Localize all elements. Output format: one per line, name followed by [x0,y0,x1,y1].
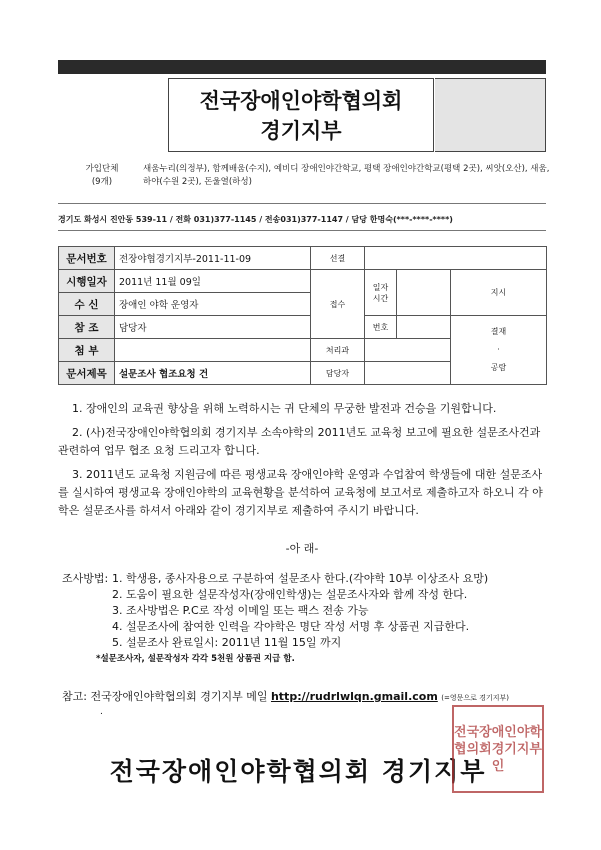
method-item-2: 2. 도움이 필요한 설문작성자(장애인학생)는 설문조사자와 함께 작성 한다. [112,588,468,601]
date-value: 2011년 11월 09일 [115,270,311,293]
paragraph-1: 1. 장애인의 교육권 향상을 위해 노력하시는 귀 단체의 무궁한 발전과 건승을 기원합니다. [72,402,497,415]
official-seal: 전국장애인야학협의회경기지부인 [452,705,544,793]
decision-text: 결재 [490,327,507,336]
processing-cell [365,339,451,362]
manager-label: 담당자 [311,362,365,385]
document-info-table [58,246,547,385]
approval-label: 선결 [311,247,365,270]
below-heading: -아 래- [285,542,319,555]
doc-no-label: 문서번호 [59,247,115,270]
reference-value: 담당자 [115,316,311,339]
reference-line [62,688,509,704]
doc-no-value: 전장야협경기지부-2011-11-09 [115,247,311,270]
method-item-5: 5. 설문조사 완료일시: 2011년 11월 15일 까지 [112,636,342,649]
approval-cell [365,247,547,270]
manager-cell [365,362,451,385]
recipient-value: 장애인 야학 운영자 [115,293,311,316]
date-time-label [365,270,397,316]
number-label: 번호 [365,316,397,339]
receipt-label: 접수 [311,270,365,339]
divider [58,230,546,231]
attachment-value [115,339,311,362]
method-label: 조사방법: [62,572,109,585]
contact-line: 경기도 화성시 진안동 539-11 / 전화 031)377-1145 / 전송031)377-1147 / 담당 한명숙(***-****-****) [58,215,453,224]
signature-title: 전국장애인야학협의회 경기지부 [109,757,487,786]
email-note: (=영문으로 경기지부) [441,694,509,702]
email-link[interactable]: http://rudrlwlqn.gmail.com [270,690,438,703]
recipient-label: 수 신 [59,293,115,316]
organization-title-box [168,78,434,152]
date-label: 시행일자 [59,270,115,293]
paragraph-2: 2. (사)전국장애인야학협의회 경기지부 소속야학의 2011년도 교육청 보고에 필요한 설문조사건과 관련하여 업무 협조 요청 드리고자 합니다. [58,426,541,457]
title-side-panel [435,78,546,152]
members-label-text: 가입단체 [85,164,119,174]
date-small-label: 일자 [372,282,389,292]
subject-label: 문서제목 [59,362,115,385]
reference-label: 참 조 [59,316,115,339]
circulation-text: 공람 [490,363,507,372]
processing-label: 처리과 [311,339,365,362]
subject-value: 설문조사 협조요청 건 [115,362,311,385]
date-time-cell [397,270,451,316]
method-item-3: 3. 조사방법은 P.C로 작성 이메일 또는 팩스 전송 가능 [112,604,369,617]
paragraph-3: 3. 2011년도 교육청 지원금에 따른 평생교육 장애인야학 운영과 수업참여 학생들에 대한 설문조사를 실시하여 평생교육 장애인야학의 교육현황을 분석하여 교육청에 보고서로 제출하고자 하오니 각 야학은 설문조사를 하셔서 아래와 같이 경기지부로 제출하여 주시기 바랍니다. [58,468,543,517]
method-item-4: 4. 설문조사에 참여한 인력을 각야학은 명단 작성 서명 후 상품권 지급한다. [112,620,470,633]
divider [58,203,546,204]
reference-label: 참고: 전국장애인야학협의회 경기지부 메일 [62,690,268,703]
members-count: (9개) [91,177,113,187]
header-bar [58,60,546,74]
branch-title: 경기지부 [260,119,342,143]
number-cell [397,316,451,339]
bullet-dot: . [100,707,103,717]
method-note: *설문조사자, 설문작성자 각각 5천원 상품권 지급 함. [96,654,295,664]
members-list: 새움누리(의정부), 함께배움(수지), 예비디 장애인야간학교, 평택 장애인야간학교(평택 2곳), 씨앗(오산), 새움, 하야(수원 2곳), 돈울열(하성) [143,164,550,187]
instruction-label: 지시 [451,270,547,316]
organization-title: 전국장애인야학협의회 [199,89,403,113]
decision-dot: · [497,345,500,354]
members-label [82,163,122,189]
time-small-label: 시간 [372,293,389,303]
attachment-label: 첨 부 [59,339,115,362]
method-item-1: 1. 학생용, 종사자용으로 구분하여 설문조사 한다.(각야학 10부 이상조사 요망) [112,572,489,585]
decision-label [451,316,547,385]
